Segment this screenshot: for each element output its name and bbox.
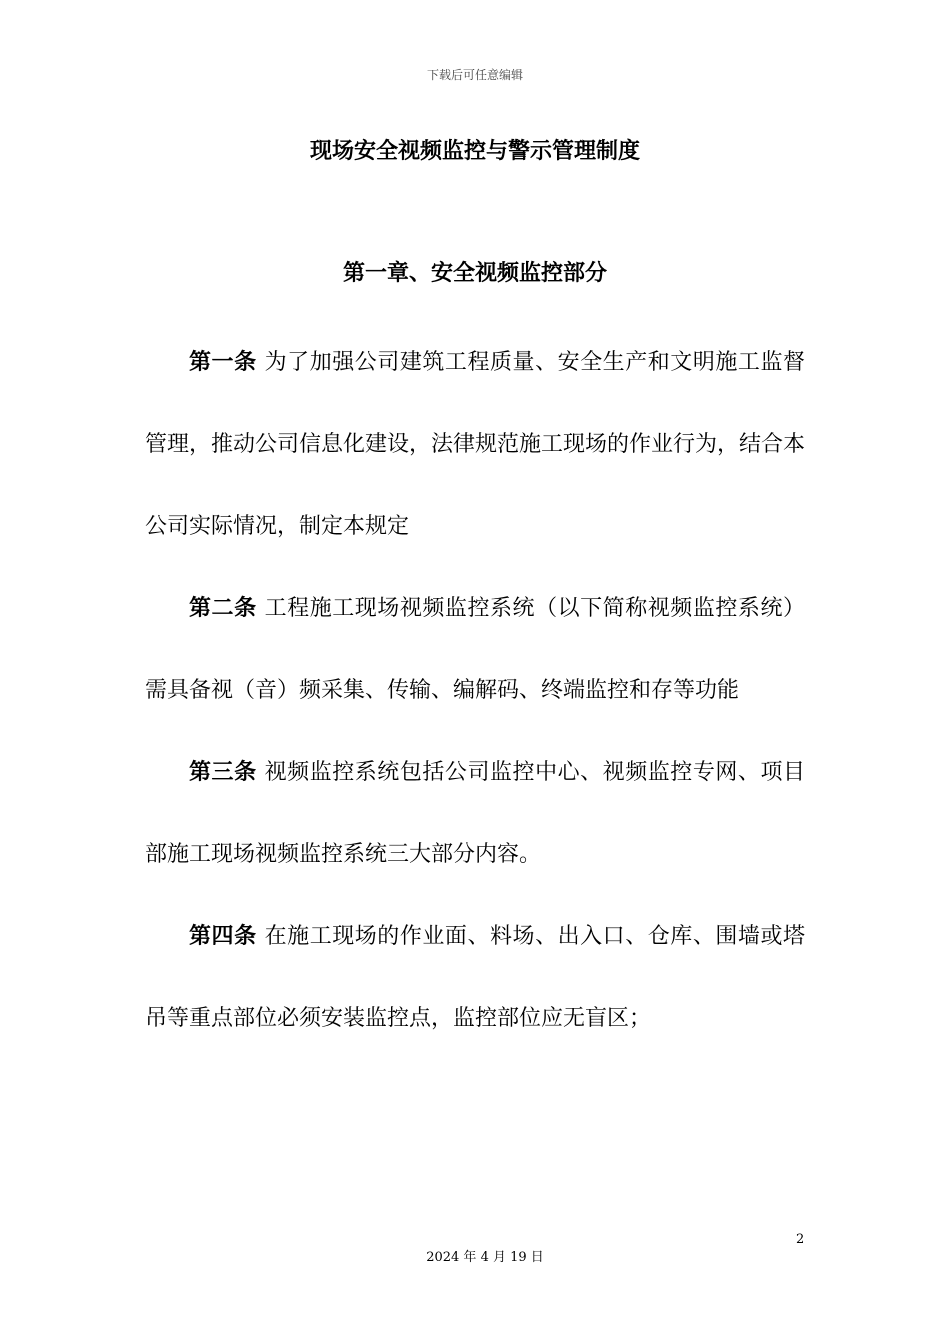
document-title: 现场安全视频监控与警示管理制度 (309, 139, 640, 164)
article-1 (145, 322, 805, 568)
chapter-title: 第一章、安全视频监控部分 (342, 261, 607, 286)
article-2 (145, 568, 805, 732)
article-list (145, 322, 805, 1060)
article-text: 视频监控系统包括公司监控中心、视频监控专网、项目部施工现场视频监控系统三大部分内容。 (145, 760, 805, 867)
article-3 (145, 732, 805, 896)
article-number: 第三条 (189, 760, 257, 785)
article-number: 第二条 (189, 596, 257, 621)
article-text: 工程施工现场视频监控系统（以下简称视频监控系统）需具备视（音）频采集、传输、编解码、终端监控和存等功能 (145, 596, 805, 703)
page-number: 2 (796, 1232, 805, 1247)
article-number: 第四条 (189, 924, 257, 949)
footer-date: 2024 年 4 月 19 日 (426, 1250, 544, 1265)
article-number: 第一条 (189, 350, 257, 375)
article-text: 为了加强公司建筑工程质量、安全生产和文明施工监督管理，推动公司信息化建设，法律规范施工现场的作业行为，结合本公司实际情况，制定本规定 (145, 350, 806, 539)
article-text: 在施工现场的作业面、料场、出入口、仓库、围墙或塔吊等重点部位必须安装监控点，监控部位应无盲区； (145, 924, 805, 1031)
article-4 (145, 896, 805, 1060)
header-note: 下载后可任意编辑 (426, 68, 523, 82)
